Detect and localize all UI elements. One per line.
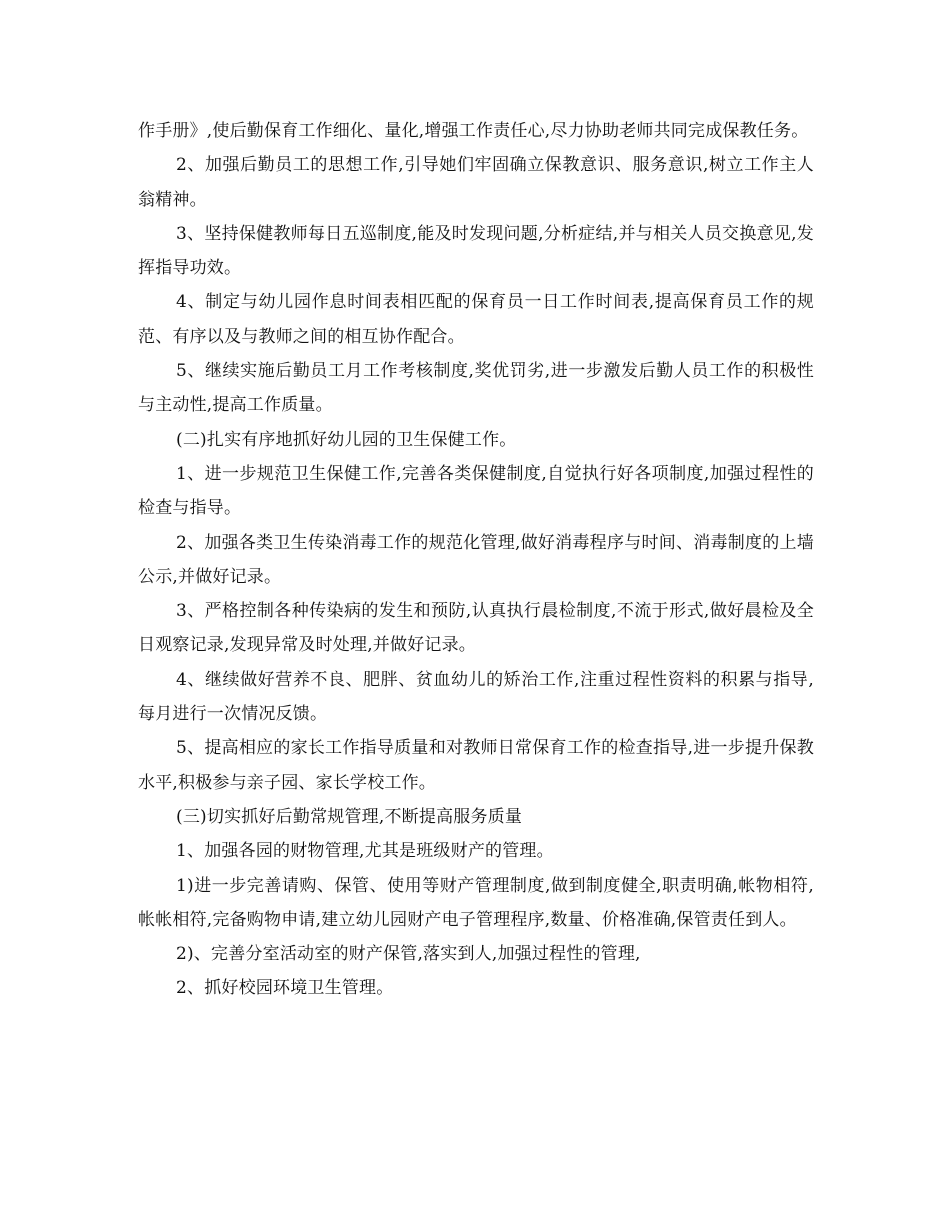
paragraph: 2)、完善分室活动室的财产保管,落实到人,加强过程性的管理,	[176, 944, 641, 965]
paragraph: 3、坚持保健教师每日五巡制度,能及时发现问题,分析症结,并与相关人员交换意见,发挥指导功效。	[138, 223, 814, 279]
section-heading: (三)切实抓好后勤常规管理,不断提高服务质量	[176, 806, 523, 827]
paragraph: 4、制定与幼儿园作息时间表相匹配的保育员一日工作时间表,提高保育员工作的规范、有序以及与教师之间的相互协作配合。	[138, 292, 814, 347]
paragraph: 2、加强后勤员工的思想工作,引导她们牢固确立保教意识、服务意识,树立工作主人翁精神。	[138, 155, 814, 210]
paragraph: 2、加强各类卫生传染消毒工作的规范化管理,做好消毒程序与时间、消毒制度的上墙公示,并做好记录。	[138, 532, 814, 587]
paragraph: 5、继续实施后勤员工月工作考核制度,奖优罚劣,进一步激发后勤人员工作的积极性与主动性,提高工作质量。	[138, 361, 814, 416]
document-body	[138, 114, 814, 1006]
paragraph: 4、继续做好营养不良、肥胖、贫血幼儿的矫治工作,注重过程性资料的积累与指导,每月进行一次情况反馈。	[138, 669, 814, 725]
section-heading: (二)扎实有序地抓好幼儿园的卫生保健工作。	[176, 429, 517, 450]
paragraph: 1、加强各园的财物管理,尤其是班级财产的管理。	[176, 841, 554, 862]
paragraph: 2、抓好校园环境卫生管理。	[176, 978, 394, 999]
paragraph: 1、进一步规范卫生保健工作,完善各类保健制度,自觉执行好各项制度,加强过程性的检查与指导。	[138, 463, 814, 519]
paragraph: 3、严格控制各种传染病的发生和预防,认真执行晨检制度,不流于形式,做好晨检及全日观察记录,发现异常及时处理,并做好记录。	[138, 601, 814, 656]
paragraph: 5、提高相应的家长工作指导质量和对教师日常保育工作的检查指导,进一步提升保教水平,积极参与亲子园、家长学校工作。	[138, 738, 814, 793]
paragraph: 1)进一步完善请购、保管、使用等财产管理制度,做到制度健全,职责明确,帐物相符,帐帐相符,完备购物申请,建立幼儿园财产电子管理程序,数量、价格准确,保管责任到人。	[138, 875, 814, 930]
paragraph: 作手册》,使后勤保育工作细化、量化,增强工作责任心,尽力协助老师共同完成保教任务。	[138, 121, 809, 141]
